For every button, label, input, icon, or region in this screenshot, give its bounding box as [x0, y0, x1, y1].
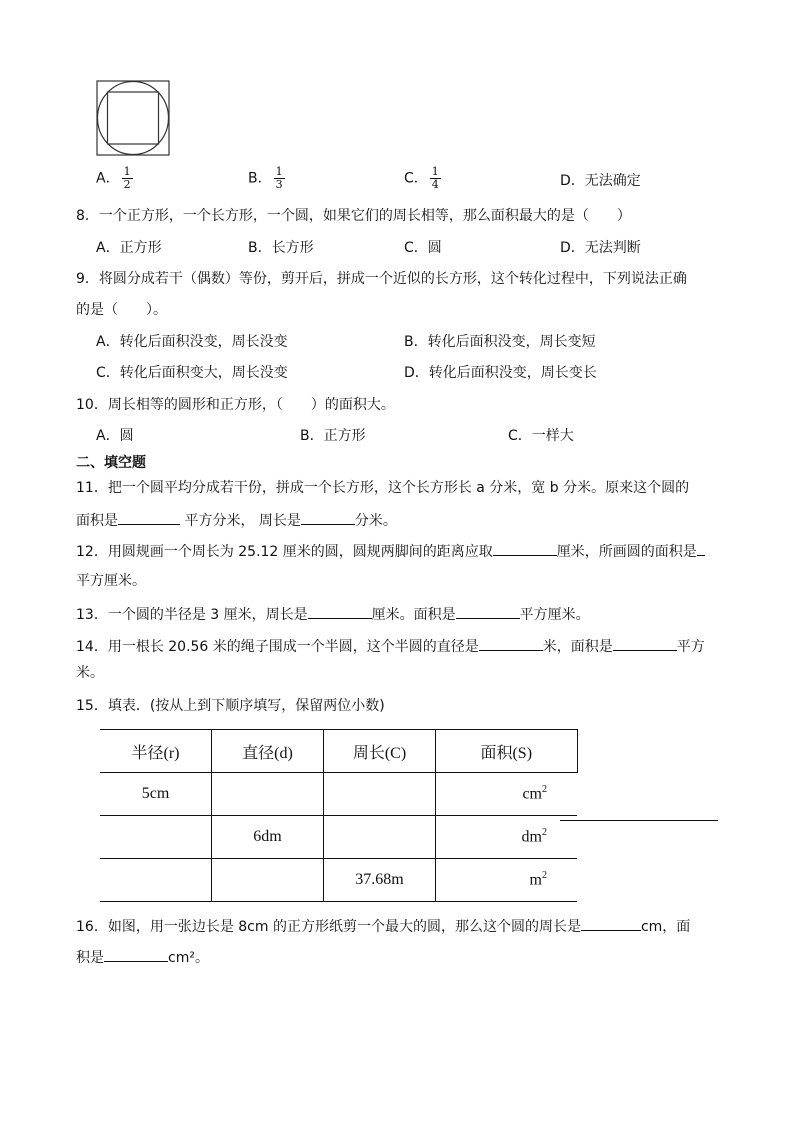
table-header-row	[100, 730, 577, 773]
q16-line2: 积是 cm²。	[76, 947, 209, 967]
table-cell[interactable]: 37.68m	[324, 859, 436, 902]
table-header: 周长(C)	[324, 730, 436, 773]
table-cell[interactable]: $m^2$	[436, 859, 578, 902]
answer-blank[interactable]	[697, 541, 705, 556]
table-cell[interactable]	[100, 816, 212, 859]
q8-option-c[interactable]: C．圆	[404, 240, 442, 256]
fraction: $\frac{1}{4}$	[431, 165, 439, 191]
q10-option-b[interactable]: B．正方形	[300, 428, 366, 444]
table-side-line	[560, 820, 718, 821]
q9-option-a[interactable]: A．转化后面积没变，周长没变	[96, 334, 288, 350]
q10-stem: 10．周长相等的圆形和正方形，（ ）的面积大。	[76, 397, 395, 413]
fill-table	[100, 729, 578, 902]
section-heading: 二、填空题	[76, 455, 146, 471]
table-cell[interactable]	[324, 773, 436, 816]
q7-option-a[interactable]	[96, 166, 133, 191]
q7-option-b[interactable]	[248, 166, 285, 191]
q10-option-c[interactable]: C．一样大	[508, 428, 574, 444]
q16-line1: 16．如图，用一张边长是 8cm 的正方形纸剪一个最大的圆，那么这个圆的周长是 cm，面	[76, 916, 690, 936]
table-row	[100, 859, 577, 902]
answer-blank[interactable]	[493, 541, 557, 556]
q12-line1: 12．用圆规画一个周长为 25.12 厘米的圆，圆规两脚间的距离应取 厘米，所画圆的面积是	[76, 541, 705, 561]
q8-stem: 8．一个正方形，一个长方形，一个圆，如果它们的周长相等，那么面积最大的是（ ）	[76, 208, 631, 224]
q15-stem: 15．填表．(按从上到下顺序填写，保留两位小数)	[76, 698, 385, 714]
answer-blank[interactable]	[118, 510, 180, 525]
table-cell[interactable]: 6dm	[212, 816, 324, 859]
q11-line1: 11．把一个圆平均分成若干份，拼成一个长方形，这个长方形长 a 分米，宽 b 分米。原来这个圆的	[76, 480, 690, 496]
table-cell[interactable]	[212, 859, 324, 902]
answer-blank[interactable]	[456, 604, 520, 619]
table-cell[interactable]: 5cm	[100, 773, 212, 816]
q8-option-a[interactable]: A．正方形	[96, 240, 162, 256]
option-letter: A．	[96, 170, 120, 187]
q9-option-d[interactable]: D．转化后面积没变，周长变长	[404, 365, 597, 381]
table-cell[interactable]: $cm^2$	[436, 773, 578, 816]
q9-stem-line1: 9．将圆分成若干（偶数）等份，剪开后，拼成一个近似的长方形，这个转化过程中，下列说法正确	[76, 271, 687, 287]
table-cell[interactable]	[100, 859, 212, 902]
q14-line2: 米。	[76, 665, 104, 681]
table-cell[interactable]	[324, 816, 436, 859]
table-row	[100, 773, 577, 816]
q10-option-a[interactable]: A．圆	[96, 428, 134, 444]
table-header: 直径(d)	[212, 730, 324, 773]
q11-line2: 面积是 平方分米， 周长是 分米。	[76, 510, 397, 530]
q7-option-c[interactable]	[404, 166, 441, 191]
answer-blank[interactable]	[301, 510, 355, 525]
q7-option-d[interactable]: D．无法确定	[560, 173, 641, 189]
q8-option-b[interactable]: B．长方形	[248, 240, 314, 256]
fraction: $\frac{1}{3}$	[275, 165, 283, 191]
table-header: 半径(r)	[100, 730, 212, 773]
option-letter: C．	[404, 170, 428, 187]
answer-blank[interactable]	[581, 916, 641, 931]
q12-line2: 平方厘米。	[76, 573, 146, 589]
option-letter: B．	[248, 170, 272, 187]
table-cell[interactable]	[212, 773, 324, 816]
table-header: 面积(S)	[436, 730, 578, 773]
q9-option-b[interactable]: B．转化后面积没变，周长变短	[404, 334, 596, 350]
q13-line: 13．一个圆的半径是 3 厘米，周长是 厘米。面积是 平方厘米。	[76, 604, 590, 624]
q14-line1: 14．用一根长 20.56 米的绳子围成一个半圆，这个半圆的直径是 米，面积是 平方	[76, 636, 705, 656]
answer-blank[interactable]	[613, 636, 677, 651]
circle-square-figure	[96, 80, 170, 156]
q9-option-c[interactable]: C．转化后面积变大，周长没变	[96, 365, 288, 381]
q8-option-d[interactable]: D．无法判断	[560, 240, 641, 256]
answer-blank[interactable]	[479, 636, 543, 651]
answer-blank[interactable]	[104, 947, 168, 962]
q9-stem-line2: 的是（ ）。	[76, 302, 167, 318]
table-row	[100, 816, 577, 859]
answer-blank[interactable]	[308, 604, 372, 619]
fraction: $\frac{1}{2}$	[123, 165, 131, 191]
table-cell[interactable]: $dm^2$	[436, 816, 578, 859]
